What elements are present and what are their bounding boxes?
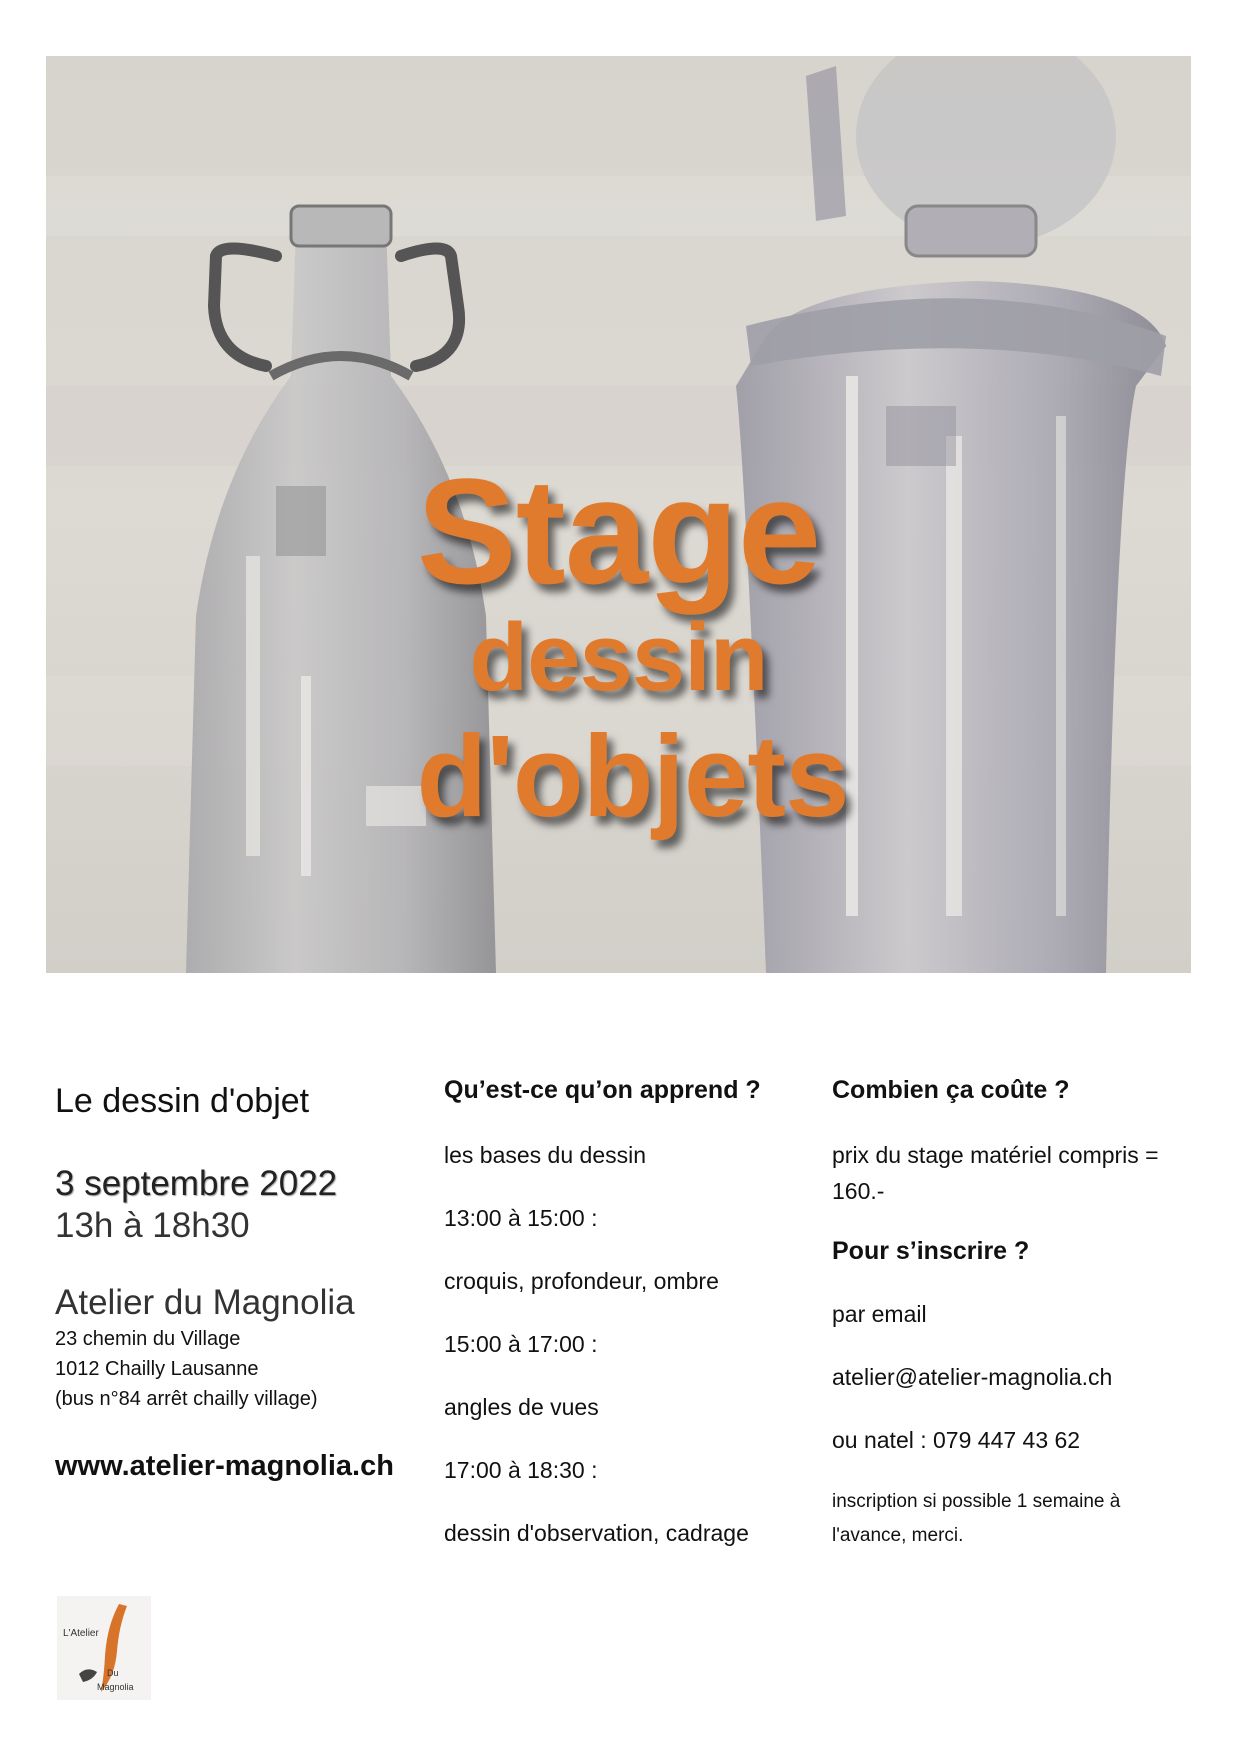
signup-method: par email [832,1301,927,1327]
info-column [55,1075,435,1483]
learn-item: les bases du dessin [444,1142,647,1168]
atelier-logo [57,1596,151,1700]
learn-column [444,1075,814,1548]
logo-text: Magnolia [97,1682,134,1692]
event-time: 13h à 18h30 [55,1206,250,1245]
learn-heading: Qu’est-ce qu’on apprend ? [444,1076,761,1104]
website-link[interactable]: www.atelier-magnolia.ch [55,1450,394,1482]
learn-item: angles de vues [444,1394,599,1420]
email-link[interactable]: atelier@atelier-magnolia.ch [832,1364,1113,1390]
learn-item: 13:00 à 15:00 : [444,1205,598,1231]
cost-column [832,1075,1212,1553]
address-line: 1012 Chailly Lausanne [55,1358,259,1380]
signup-note-line: l'avance, merci. [832,1525,964,1546]
learn-item: croquis, profondeur, ombre [444,1268,719,1294]
section-heading: Le dessin d'objet [55,1082,310,1120]
price-text: prix du stage matériel compris = [832,1142,1159,1168]
signup-note [832,1485,1212,1553]
title-stage: Stage [416,447,821,615]
learn-item: 15:00 à 17:00 : [444,1331,598,1357]
address-line: (bus n°84 arrêt chailly village) [55,1388,318,1410]
title-objets: d'objets [416,711,849,841]
learn-item: 17:00 à 18:30 : [444,1457,598,1483]
cost-heading: Combien ça coûte ? [832,1076,1070,1104]
hero-image [46,56,1191,973]
bottles-watercolor-illustration [46,56,1191,973]
magnolia-logo-icon [57,1596,151,1700]
signup-note-line: inscription si possible 1 semaine à [832,1491,1121,1512]
event-date: 3 septembre 2022 [55,1164,338,1203]
logo-text: Du [107,1668,119,1678]
address-line: 23 chemin du Village [55,1328,241,1350]
venue-name: Atelier du Magnolia [55,1283,355,1322]
signup-heading: Pour s’inscrire ? [832,1237,1030,1265]
logo-text: L'Atelier [63,1628,99,1639]
price-value: 160.- [832,1178,885,1204]
learn-item: dessin d'observation, cadrage [444,1520,749,1546]
title-dessin: dessin [469,604,768,711]
phone-number: ou natel : 079 447 43 62 [832,1427,1081,1453]
